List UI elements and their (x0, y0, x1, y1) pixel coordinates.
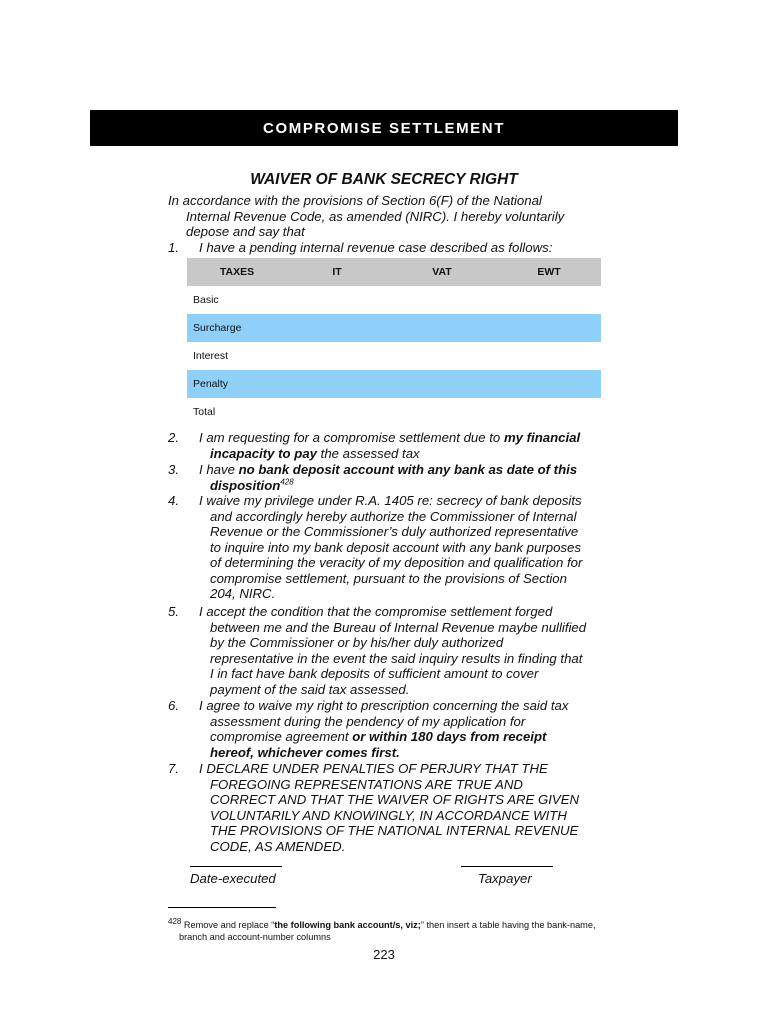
item-text: THE PROVISIONS OF THE NATIONAL INTERNAL REVENUE (210, 823, 579, 838)
item-text: 204, NIRC. (210, 586, 276, 601)
item-text: I agree to waive my right to prescription concerning the said tax (199, 698, 569, 713)
item-emphasis: no bank deposit account with any bank as date of this (238, 462, 578, 477)
item-5 (168, 604, 608, 697)
section-header (90, 110, 678, 146)
intro-paragraph (168, 193, 608, 240)
tax-table-header-row (187, 258, 601, 286)
item-text: between me and the Bureau of Internal Revenue maybe nullified (210, 619, 587, 635)
intro-line: Internal Revenue Code, as amended (NIRC). I hereby voluntarily (186, 208, 565, 224)
section-header-title: COMPROMISE SETTLEMENT (263, 119, 505, 137)
table-row (187, 342, 601, 370)
item-number: 4. (168, 493, 179, 508)
item-number: 5. (168, 604, 179, 619)
column-header: TAXES (187, 258, 287, 286)
tax-table (187, 258, 601, 426)
row-label: Basic (193, 294, 219, 306)
item-text: to inquire into my bank deposit account with any bank purposes (210, 539, 581, 555)
signature-line-date (190, 866, 282, 867)
item-text: by the Commissioner or by his/her duly authorized (210, 635, 504, 650)
item-text: CORRECT AND THAT THE WAIVER OF RIGHTS ARE GIVEN (210, 792, 580, 807)
row-label: Interest (193, 350, 229, 362)
row-label: Surcharge (187, 314, 287, 342)
item-1 (168, 240, 608, 256)
column-header: IT (287, 258, 387, 286)
item-text: Revenue or the Commissioner’s duly authorized representative (210, 524, 579, 539)
item-text: of determining the veracity of my deposition and qualification for (210, 555, 583, 570)
page-number: 223 (373, 947, 395, 962)
table-row (187, 286, 601, 314)
item-text: FOREGOING REPRESENTATIONS ARE TRUE AND (210, 776, 523, 792)
item-emphasis: or within 180 days from receipt (352, 729, 547, 744)
footnote (168, 916, 608, 943)
footnote-ref: 428 (280, 477, 294, 487)
item-number: 1. (168, 240, 179, 255)
item-text: I have a pending internal revenue case described as follows: (199, 240, 553, 255)
item-number: 2. (168, 430, 179, 445)
intro-line: depose and say that (186, 224, 305, 239)
item-text: compromise agreement (210, 729, 353, 744)
item-2 (168, 430, 608, 461)
table-row (187, 398, 601, 426)
item-3 (168, 462, 608, 493)
footnote-text: branch and account-number columns (179, 932, 331, 942)
item-text: VOLUNTARILY AND KNOWINGLY, IN ACCORDANCE WITH (210, 807, 567, 823)
item-text: representative in the event the said inquiry results in finding that (210, 650, 583, 666)
footnote-divider (168, 907, 276, 908)
item-text: CODE, AS AMENDED. (210, 838, 346, 854)
item-text: I have (199, 462, 239, 477)
item-text: payment of the said tax assessed. (210, 681, 410, 697)
item-text: compromise settlement, pursuant to the provisions of Section (210, 570, 567, 586)
document-title: WAIVER OF BANK SECRECY RIGHT (250, 171, 518, 188)
item-text: the assessed tax (317, 445, 420, 461)
item-text: I am requesting for a compromise settlement due to (199, 430, 504, 445)
row-label: Penalty (187, 370, 287, 398)
item-text: I waive my privilege under R.A. 1405 re: secrecy of bank deposits (199, 493, 582, 508)
intro-line: In accordance with the provisions of Section 6(F) of the National (168, 193, 542, 208)
item-text: and accordingly hereby authorize the Commissioner of Internal (210, 508, 577, 524)
date-executed-label: Date-executed (190, 871, 276, 886)
item-emphasis: my financial (503, 430, 581, 445)
column-header: VAT (387, 258, 497, 286)
item-4 (168, 493, 608, 602)
item-emphasis: hereof, whichever comes first. (210, 744, 400, 760)
item-text: assessment during the pendency of my application for (210, 713, 526, 729)
column-header: EWT (497, 258, 601, 286)
taxpayer-label: Taxpayer (478, 871, 532, 886)
footnote-text: Remove and replace “ (181, 920, 275, 930)
signature-line-taxpayer (461, 866, 553, 867)
item-text: I in fact have bank deposits of sufficient amount to cover (210, 666, 539, 681)
table-row (187, 370, 601, 398)
item-number: 7. (168, 761, 179, 776)
item-6 (168, 698, 608, 760)
item-text: I DECLARE UNDER PENALTIES OF PERJURY THAT THE (199, 761, 548, 776)
item-7 (168, 761, 608, 854)
item-number: 3. (168, 462, 179, 477)
table-row (187, 314, 601, 342)
footnote-text: ” then insert a table having the bank-name, (420, 920, 596, 930)
item-text: I accept the condition that the compromise settlement forged (199, 604, 553, 619)
footnote-emphasis: the following bank account/s, viz; (274, 920, 421, 930)
item-number: 6. (168, 698, 179, 713)
row-label: Total (193, 406, 216, 418)
item-emphasis: incapacity to pay (210, 445, 318, 461)
footnote-number: 428 (168, 916, 182, 926)
item-emphasis: disposition (210, 477, 281, 493)
